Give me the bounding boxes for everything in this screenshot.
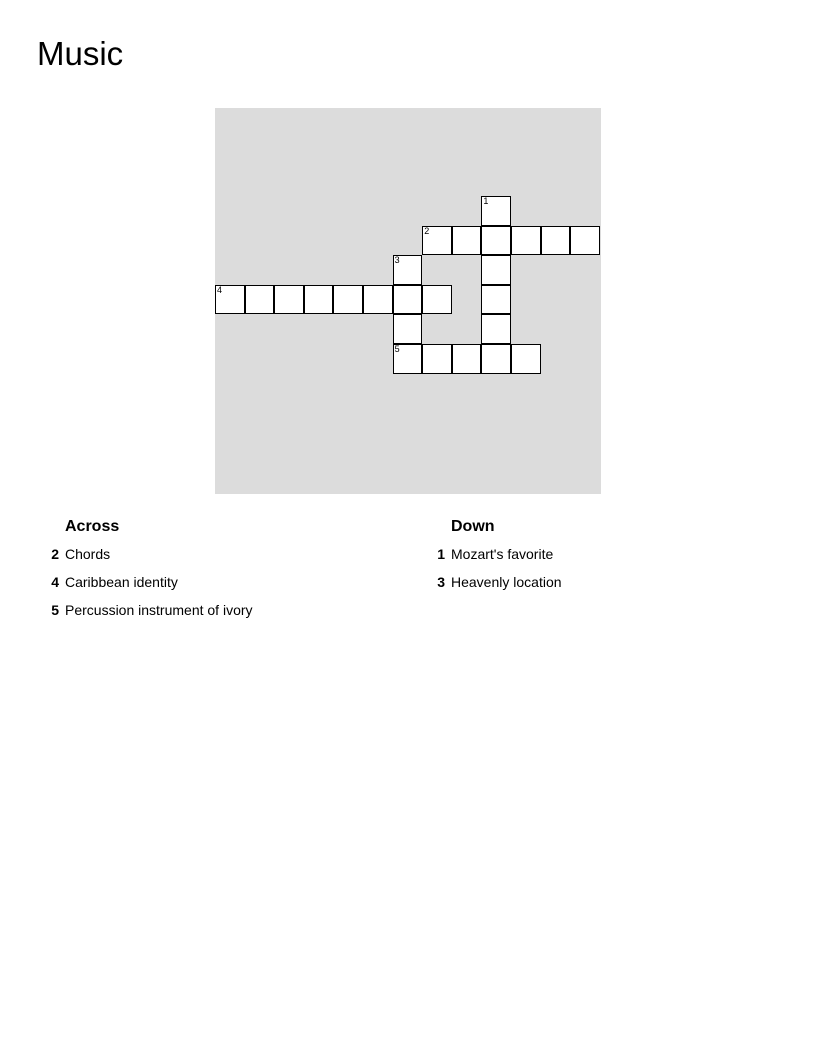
crossword-grid [215,108,601,494]
grid-cell[interactable] [393,344,423,374]
down-clues [431,514,791,596]
clue-text: Chords [65,546,111,562]
grid-cell[interactable] [481,196,511,226]
grid-cell[interactable] [481,314,511,344]
cell-number: 5 [394,344,400,354]
grid-cell[interactable] [481,285,511,315]
clue-item [431,568,791,596]
clue-item [45,568,405,596]
grid-cell[interactable] [422,226,452,256]
grid-cell[interactable] [363,285,393,315]
grid-cell[interactable] [393,255,423,285]
clue-text: Percussion instrument of ivory [65,602,253,618]
clue-number: 1 [437,546,445,562]
cell-number: 4 [217,284,223,295]
grid-cell[interactable] [541,226,571,256]
clue-text: Caribbean identity [65,574,178,590]
page-title: Music [37,35,124,72]
cell-number: 3 [394,255,400,266]
grid-cell[interactable] [481,344,511,374]
across-heading: Across [65,518,120,535]
grid-cell[interactable] [333,285,363,315]
clue-number: 2 [51,546,59,562]
grid-cell[interactable] [481,255,511,285]
grid-cell[interactable] [215,285,245,315]
clue-text: Heavenly location [451,574,562,590]
across-clues [45,514,405,624]
clue-item [45,540,405,568]
grid-cell[interactable] [422,344,452,374]
clue-text: Mozart's favorite [451,546,554,562]
grid-cell[interactable] [511,344,541,374]
cell-number: 2 [424,225,430,236]
clue-item [45,596,405,624]
grid-cell[interactable] [481,226,511,256]
cell-number: 1 [483,196,489,206]
grid-cell[interactable] [393,285,423,315]
clue-number: 3 [437,574,445,590]
down-heading: Down [451,518,495,535]
clue-number: 5 [51,602,59,618]
grid-cell[interactable] [422,285,452,315]
grid-cell[interactable] [274,285,304,315]
clue-item [431,540,791,568]
grid-cell[interactable] [452,344,482,374]
grid-cell[interactable] [304,285,334,315]
grid-cell[interactable] [245,285,275,315]
grid-cell[interactable] [393,314,423,344]
grid-cell[interactable] [511,226,541,256]
clue-number: 4 [51,574,59,590]
grid-cell[interactable] [452,226,482,256]
grid-cell[interactable] [570,226,600,256]
